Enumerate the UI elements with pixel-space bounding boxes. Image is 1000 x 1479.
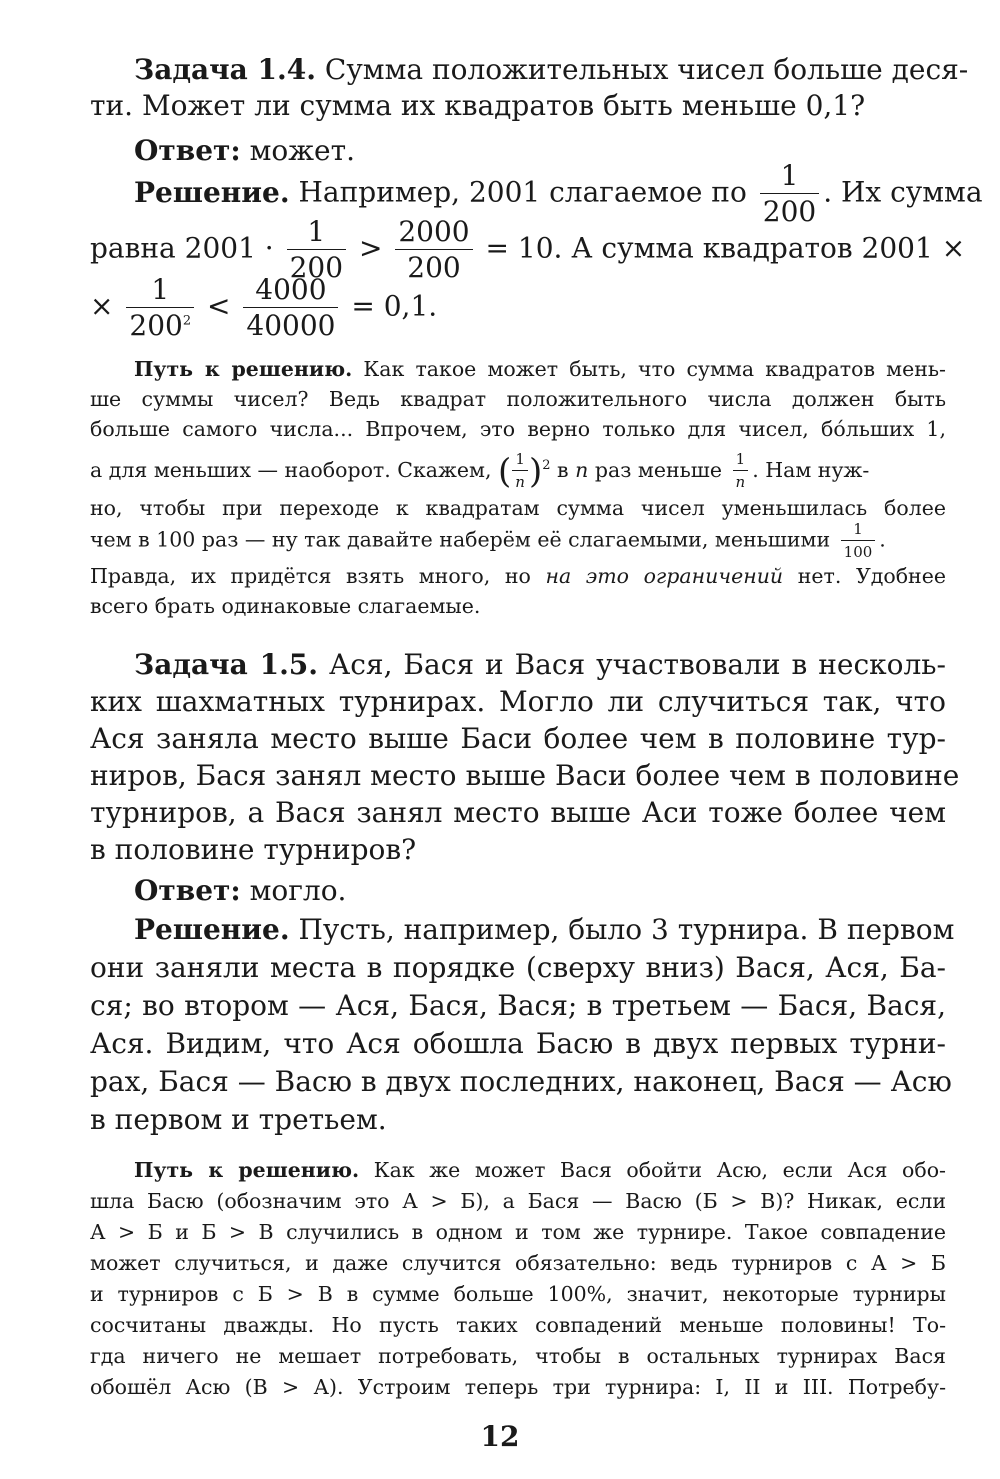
- fraction: $\frac{2000}{200}$: [395, 218, 472, 282]
- task15-path-line8: обошёл Асю (В > А). Устроим теперь три турнира: I, II и III. Потребу-: [90, 1375, 946, 1399]
- task14-solution-line3: × $\frac{1}{200^2}$ < $\frac{4000}{40000}$ = 0,1.: [90, 273, 438, 342]
- task14-line2: ти. Может ли сумма их квадратов быть меньше 0,1?: [90, 89, 866, 122]
- page-number: 12: [480, 1420, 520, 1453]
- fraction: $\frac{4000}{40000}$: [243, 276, 338, 340]
- task15-path-line5: и турниров с Б > В в сумме больше 100%, значит, некоторые турниры: [90, 1282, 946, 1306]
- task15-solution-line2: они заняли места в порядке (сверху вниз) Вася, Ася, Ба-: [90, 951, 946, 984]
- task15-answer: Ответ: могло.: [134, 874, 347, 907]
- task15-line4: ниров, Бася занял место выше Васи более чем в половине: [90, 759, 960, 792]
- task14-label: Задача 1.4.: [134, 53, 316, 86]
- task15-line2: ких шахматных турнирах. Могло ли случиться так, что: [90, 685, 946, 718]
- task15-solution-line1: Решение. Пусть, например, было 3 турнира. В первом: [134, 913, 955, 946]
- task15-line3: Ася заняла место выше Баси более чем в половине тур-: [90, 722, 946, 755]
- task15-line1: Задача 1.5. Ася, Бася и Вася участвовали в несколь-: [134, 648, 946, 681]
- task15-line6: в половине турниров?: [90, 833, 417, 866]
- task15-path-line2: шла Басю (обозначим это А > Б), а Бася — Васю (Б > В)? Никак, если: [90, 1189, 946, 1213]
- task15-path-line1: Путь к решению. Как же может Вася обойти Асю, если Ася обо-: [134, 1158, 946, 1182]
- task15-solution-line5: рах, Бася — Васю в двух последних, наконец, Вася — Асю: [90, 1065, 952, 1098]
- task15-solution-line4: Ася. Видим, что Ася обошла Басю в двух первых турни-: [90, 1027, 946, 1060]
- fraction: $\frac{1}{100}$: [841, 522, 876, 560]
- task14-path-line7: Правда, их придётся взять много, но на это ограничений нет. Удобнее: [90, 564, 946, 588]
- task14-path-line2: ше суммы чисел? Ведь квадрат положительного числа должен быть: [90, 387, 946, 411]
- task14-path-line1: Путь к решению. Как такое может быть, что сумма квадратов мень-: [134, 357, 946, 381]
- task14-solution-line1: Решение. Например, 2001 слагаемое по $\frac{1}{200}$ . Их сумма: [134, 159, 983, 228]
- task14-path-line3: больше самого числа... Впрочем, это верно только для чисел, бо́льших 1,: [90, 417, 946, 441]
- task14-path-line6: чем в 100 раз — ну так давайте наберём её слагаемыми, меньшими $\frac{1}{100}$ .: [90, 520, 886, 561]
- task15-line5: турниров, а Вася занял место выше Аси тоже более чем: [90, 796, 946, 829]
- task14-path-line5: но, чтобы при переходе к квадратам сумма чисел уменьшилась более: [90, 496, 946, 520]
- task15-solution-line6: в первом и третьем.: [90, 1103, 387, 1136]
- fraction: $\frac{1}{200}$: [760, 162, 819, 226]
- task15-path-line6: сосчитаны дважды. Но пусть таких совпадений меньше половины! То-: [90, 1313, 946, 1337]
- fraction: $\frac{1}{n}$: [512, 452, 528, 490]
- task15-path-line7: гда ничего не мешает потребовать, чтобы в остальных турнирах Вася: [90, 1344, 946, 1368]
- task15-path-line4: может случиться, и даже случится обязательно: ведь турниров с А > Б: [90, 1251, 946, 1275]
- task15-label: Задача 1.5.: [134, 648, 319, 681]
- task15-solution-label: Решение.: [134, 913, 290, 946]
- task15-path-label: Путь к решению.: [134, 1158, 360, 1182]
- fraction: $\frac{1}{200^2}$: [126, 276, 194, 340]
- task14-answer: Ответ: может.: [134, 134, 355, 167]
- fraction: $\frac{1}{200}$: [287, 218, 346, 282]
- task15-path-line3: А > Б и Б > В случились в одном и том же турнире. Такое совпадение: [90, 1220, 946, 1244]
- task14-solution-line2: равна 2001 · $\frac{1}{200}$ > $\frac{2000}{200}$ = 10. А сумма квадратов 2001 ×: [90, 215, 966, 284]
- task14-path-line4: а для меньших — наоборот. Скажем, ( $\frac{1}{n}$ )$^2$ в n раз меньше $\frac{1}{n}$ . Нам нуж-: [90, 450, 870, 492]
- task14-path-line8: всего брать одинаковые слагаемые.: [90, 594, 481, 618]
- task14-path-label: Путь к решению.: [134, 357, 353, 381]
- fraction: $\frac{1}{n}$: [733, 452, 749, 490]
- task14-line1: Задача 1.4. Сумма положительных чисел больше деся-: [134, 53, 969, 86]
- task14-solution-label: Решение.: [134, 175, 290, 209]
- task15-solution-line3: ся; во втором — Ася, Бася, Вася; в третьем — Бася, Вася,: [90, 989, 946, 1022]
